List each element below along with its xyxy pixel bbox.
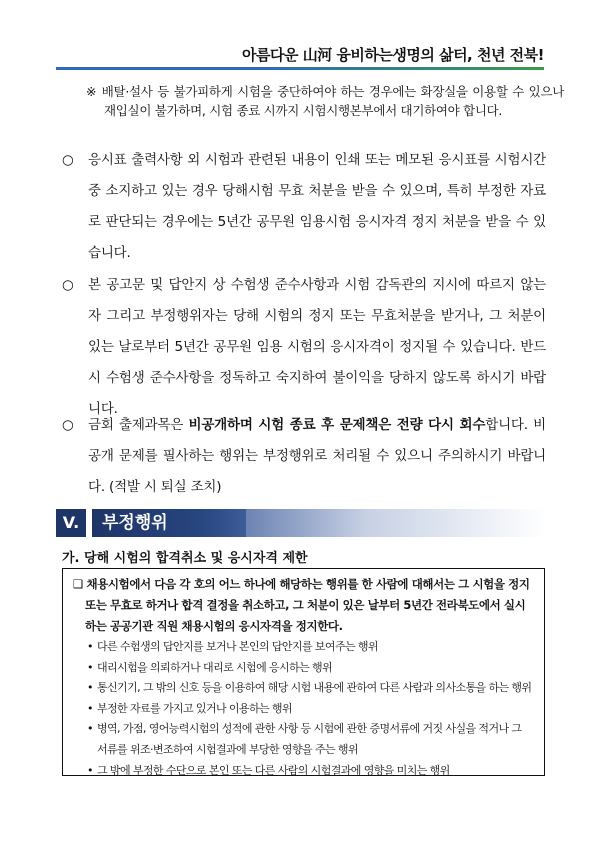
- paragraph-admission-ticket: [62, 145, 546, 269]
- circle-bullet-icon: ○: [62, 277, 74, 293]
- circle-bullet-icon: ○: [62, 417, 74, 433]
- section-title: 부정행위: [92, 509, 246, 537]
- subheading: 가. 당해 시험의 합격취소 및 응시자격 제한: [62, 551, 308, 566]
- list-item: • 병역, 가점, 영어능력시험의 성적에 관한 사항 등 시험에 관한 증명서류에 거짓 사실을 적거나 그 서류를 위조·변조하여 시험결과에 부당한 영향을 주는 행위: [87, 719, 534, 760]
- paragraph-exam-collection: [62, 410, 546, 503]
- paragraph-text-before: 금회 출제과목은: [88, 417, 189, 433]
- paragraph-text-after: 합니다. 비공개 문제를 필사하는 행위는 부정행위로 처리될 수 있으니 주의하시기 바랍니다. (적발 시 퇴실 조치): [88, 417, 547, 495]
- rules-box-lead: ❑ 채용시험에서 다음 각 호의 어느 하나에 해당하는 행위를 한 사람에 대해서는 그 시험을 정지 또는 무효로 하거나 합격 결정을 취소하고, 그 처분이 있은 날부터 5년간 전라북도에서 실시하는 공공기관 직원 채용시험의 응시자격을 정지한다.: [73, 577, 530, 633]
- list-item: • 대리시험을 의뢰하거나 대리로 시험에 응시하는 행위: [87, 658, 534, 679]
- paragraph-text-bold: 비공개하며 시험 종료 후 문제책은 전량 다시 회수: [188, 417, 486, 433]
- note-paragraph: ※ 배탈·설사 등 불가피하게 시험을 중단하여야 하는 경우에는 화장실을 이용할 수 있으나 재입실이 불가하며, 시험 종료 시까지 시험시행본부에서 대기하여야 합니다.: [86, 84, 564, 118]
- circle-bullet-icon: ○: [62, 152, 74, 168]
- header-divider: [56, 67, 544, 70]
- paragraph-text: [88, 410, 546, 503]
- paragraph-candidate-rules: [62, 270, 546, 425]
- list-item: • 통신기기, 그 밖의 신호 등을 이용하여 해당 시험 내용에 관하여 다른 사람과 의사소통을 하는 행위: [87, 678, 534, 699]
- list-item: • 부정한 자료를 가지고 있거나 이용하는 행위: [87, 699, 534, 720]
- section-header: [56, 509, 546, 537]
- rules-box: [62, 568, 545, 776]
- paragraph-text: 본 공고문 및 답안지 상 수험생 준수사항과 시험 감독관의 지시에 따르지 않는 자 그리고 부정행위자는 당해 시험의 정지 또는 무효처분을 받거나, 그 처분이 있는 날로부터 5년간 공무원 임용 시험의 응시자격이 정지될 수 있습니다. 반드시 수험생 준수사항을 정독하고 숙지하여 불이익을 당하지 않도록 하시기 바랍니다.: [88, 277, 546, 417]
- list-item: • 다른 수험생의 답안지를 보거나 본인의 답안지를 보여주는 행위: [87, 637, 534, 658]
- header-slogan: 아름다운 山河 융비하는생명의 삶터, 천년 전북!: [242, 46, 544, 64]
- rules-list: [73, 637, 534, 781]
- list-item: • 그 밖에 부정한 수단으로 본인 또는 다른 사람의 시험결과에 영향을 미치는 행위: [87, 761, 534, 782]
- section-number: V.: [56, 509, 86, 537]
- paragraph-text: 응시표 출력사항 외 시험과 관련된 내용이 인쇄 또는 메모된 응시표를 시험시간 중 소지하고 있는 경우 당해시험 무효 처분을 받을 수 있으며, 특히 부정한 자료로 판단되는 경우에는 5년간 공무원 임용시험 응시자격 정지 처분을 받을 수 있습니다.: [88, 152, 546, 261]
- section-header-band: [246, 509, 546, 537]
